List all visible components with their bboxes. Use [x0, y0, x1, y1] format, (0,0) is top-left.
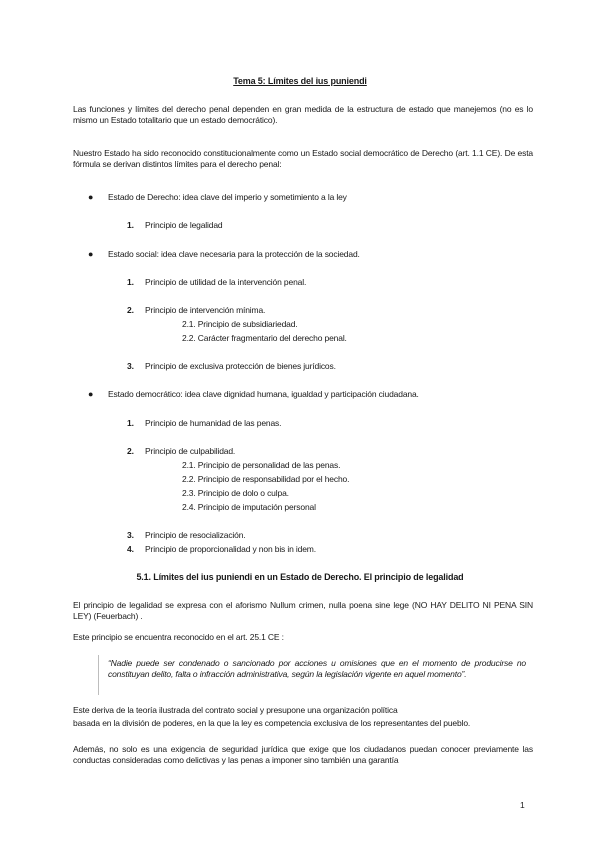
ademas-paragraph: Además, no solo es una exigencia de seguridad jurídica que exige que los ciudadanos puedan conocer previamente las conductas consideradas como delictivas y las penas a imponer sino también una garantía	[73, 744, 533, 765]
bullet-icon: ●	[88, 389, 94, 399]
sub-list-item: 2.1. Principio de personalidad de las penas.	[182, 460, 341, 470]
list-number: 1.	[127, 418, 134, 428]
list-number: 3.	[127, 530, 134, 540]
list-item: Principio de exclusiva protección de bienes jurídicos.	[145, 361, 336, 371]
sub-list-item: 2.3. Principio de dolo o culpa.	[182, 488, 289, 498]
list-number: 2.	[127, 305, 134, 315]
sub-list-item: 2.2. Principio de responsabilidad por el hecho.	[182, 474, 350, 484]
sub-list-item: 2.4. Principio de imputación personal	[182, 502, 316, 512]
page-number: 1	[520, 800, 525, 810]
list-item: Principio de utilidad de la intervención penal.	[145, 277, 307, 287]
legalidad-paragraph: El principio de legalidad se expresa con el aforismo Nullum crimen, nulla poena sine lege (NO HAY DELITO NI PENA SIN LEY) (Feuerbach) .	[73, 600, 533, 621]
sub-list-item: 2.1. Principio de subsidiariedad.	[182, 319, 298, 329]
quote-bar	[98, 655, 99, 695]
section-heading: 5.1. Límites del ius puniendi en un Estado de Derecho. El principio de legalidad	[136, 572, 464, 582]
list-number: 4.	[127, 544, 134, 554]
bullet-estado-derecho: Estado de Derecho: idea clave del imperio y sometimiento a la ley	[108, 192, 347, 202]
recognition-line: Este principio se encuentra reconocido en el art. 25.1 CE :	[73, 632, 284, 642]
paragraph-estado: Nuestro Estado ha sido reconocido constitucionalmente como un Estado social democrático de Derecho (art. 1.1 CE). De esta fórmula se derivan distintos límites para el derecho penal:	[73, 148, 533, 169]
bullet-icon: ●	[88, 192, 94, 202]
list-item: Principio de humanidad de las penas.	[145, 418, 282, 428]
list-item: Principio de resocialización.	[145, 530, 246, 540]
list-number: 1.	[127, 220, 134, 230]
list-number: 2.	[127, 446, 134, 456]
list-number: 1.	[127, 277, 134, 287]
bullet-icon: ●	[88, 249, 94, 259]
list-item: Principio de culpabilidad.	[145, 446, 236, 456]
quote-block: “Nadie puede ser condenado o sancionado por acciones u omisiones que en el momento de producirse no constituyan delito, falta o infracción administrativa, según la legislación vigente en aquel momento”.	[108, 658, 526, 679]
bullet-estado-social: Estado social: idea clave necesaria para la protección de la sociedad.	[108, 249, 360, 259]
list-item: Principio de legalidad	[145, 220, 223, 230]
intro-paragraph: Las funciones y límites del derecho penal dependen en gran medida de la estructura de estado que manejemos (no es lo mismo un Estado totalitario que un estado democrático).	[73, 104, 533, 125]
list-number: 3.	[127, 361, 134, 371]
derives-line-1: Este deriva de la teoría ilustrada del contrato social y presupone una organización política	[73, 705, 398, 715]
list-item: Principio de intervención mínima.	[145, 305, 266, 315]
sub-list-item: 2.2. Carácter fragmentario del derecho penal.	[182, 333, 347, 343]
document-title: Tema 5: Límites del ius puniendi	[233, 76, 367, 86]
derives-line-2: basada en la división de poderes, en la que la ley es competencia exclusiva de los representantes del pueblo.	[73, 718, 471, 728]
bullet-estado-democratico: Estado democrático: idea clave dignidad humana, igualdad y participación ciudadana.	[108, 389, 419, 399]
list-item: Principio de proporcionalidad y non bis in idem.	[145, 544, 316, 554]
